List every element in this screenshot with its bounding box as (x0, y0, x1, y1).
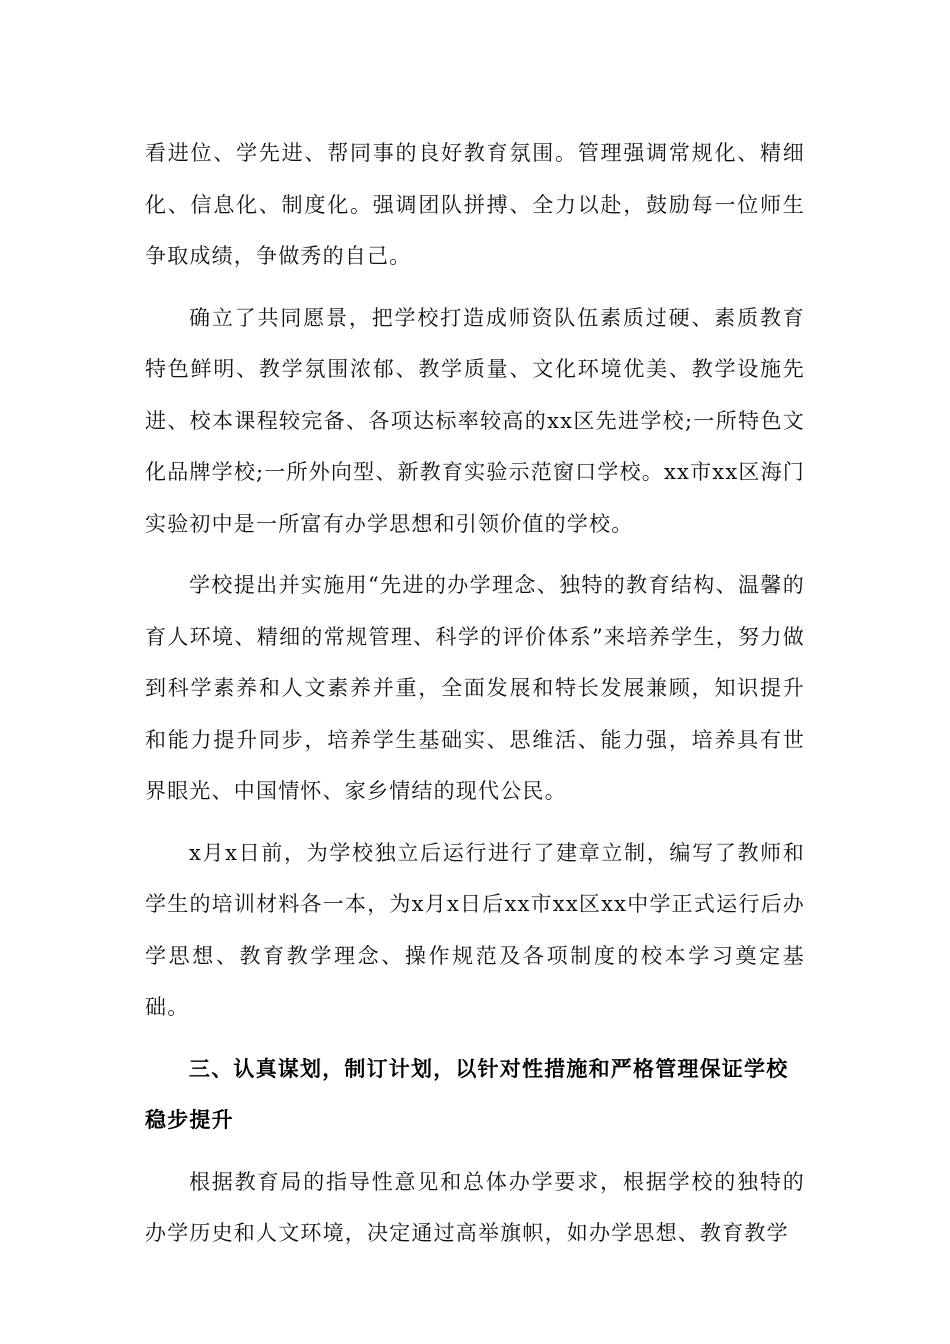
paragraph-school-philosophy: 学校提出并实施用“先进的办学理念、独特的教育结构、温馨的育人环境、精细的常规管理、科学的评价体系”来培养学生，努力做到科学素养和人文素养并重，全面发展和特长发展兼顾，知识提升和能力提升同步，培养学生基础实、思维活、能力强，培养具有世界眼光、中国情怀、家乡情结的现代公民。 (145, 573, 805, 803)
section-heading: 三、认真谋划，制订计划，以针对性措施和严格管理保证学校稳步提升 (145, 1056, 789, 1132)
document-body (145, 128, 805, 1260)
paragraph-continued: 看进位、学先进、帮同事的良好教育氛围。管理强调常规化、精细化、信息化、制度化。强调团队拼搏、全力以赴，鼓励每一位师生争取成绩，争做秀的自己。 (145, 141, 805, 268)
paragraph-shared-vision: 确立了共同愿景，把学校打造成师资队伍素质过硬、素质教育特色鲜明、教学氛围浓郁、教学质量、文化环境优美、教学设施先进、校本课程较完备、各项达标率较高的xx区先进学校;一所特色文化品牌学校;一所外向型、新教育实验示范窗口学校。xx市xx区海门实验初中是一所富有办学思想和引领价值的学校。 (145, 305, 805, 536)
paragraph-rules-established: x月x日前，为学校独立后运行进行了建章立制，编写了教师和学生的培训材料各一本，为x月x日后xx市xx区xx中学正式运行后办学思想、教育教学理念、操作规范及各项制度的校本学习奠定基础。 (145, 840, 805, 1019)
paragraph-planning: 根据教育局的指导性意见和总体办学要求，根据学校的独特的办学历史和人文环境，决定通过高举旗帜，如办学思想、教育教学 (145, 1169, 805, 1245)
